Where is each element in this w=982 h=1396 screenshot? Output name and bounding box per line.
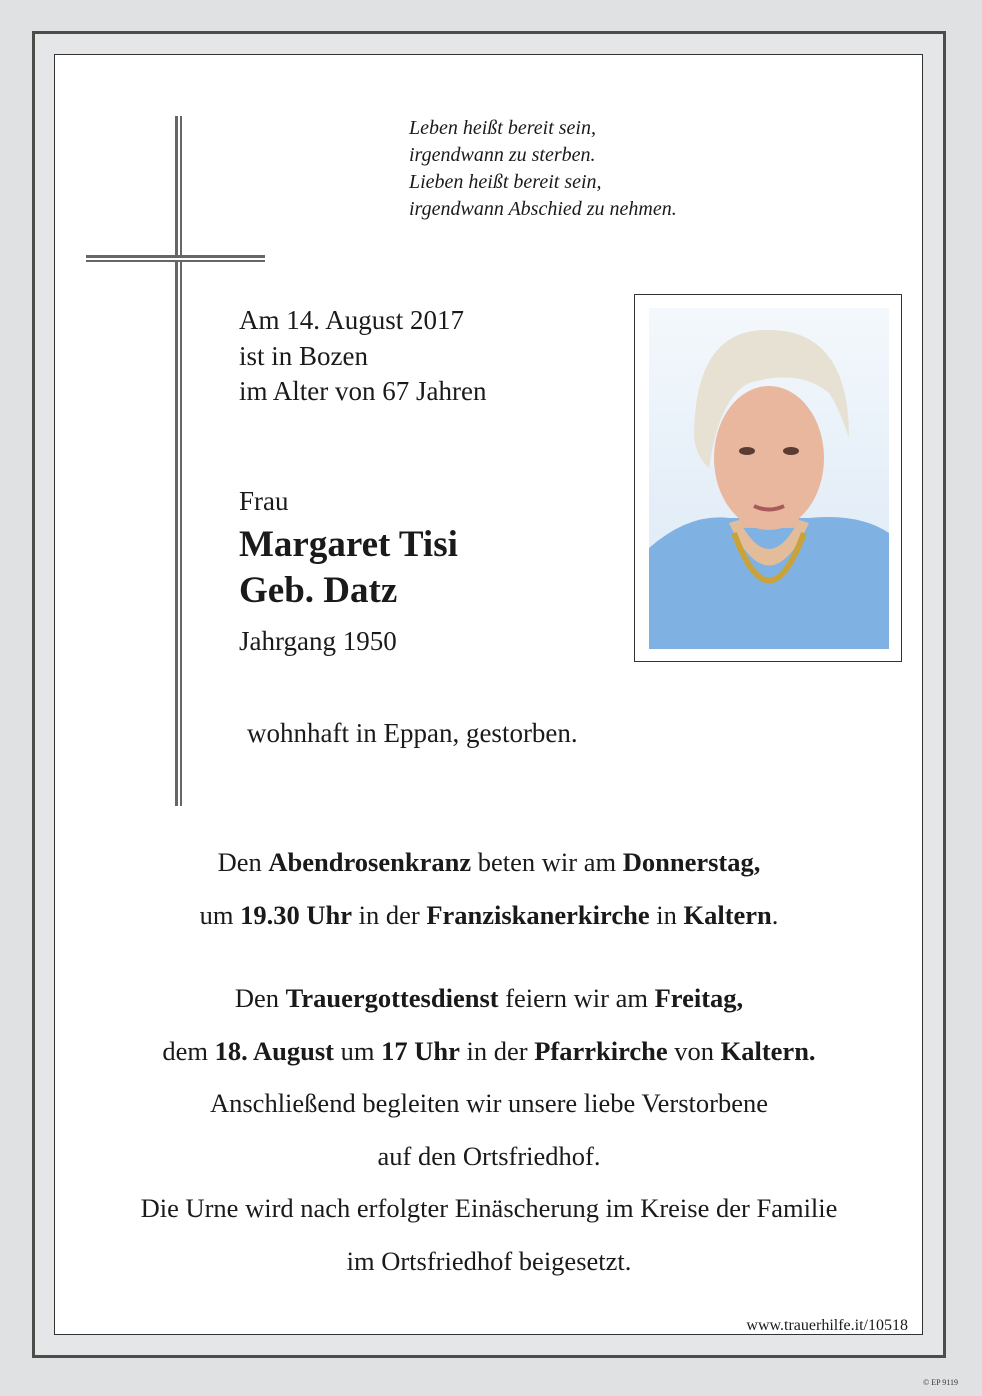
cross-icon <box>175 116 182 806</box>
closing-line: im Ortsfriedhof beigesetzt. <box>346 1245 632 1276</box>
honorific: Frau <box>239 486 289 516</box>
birth-year: Jahrgang 1950 <box>239 626 397 656</box>
poem-line: Lieben heißt bereit sein, <box>409 171 602 193</box>
residence: wohnhaft in Eppan, gestorben. <box>247 718 578 748</box>
portrait-photo <box>649 308 889 649</box>
website-link[interactable]: www.trauerhilfe.it/10518 <box>746 1317 908 1334</box>
closing-line: auf den Ortsfriedhof. <box>377 1140 601 1171</box>
portrait-frame <box>634 294 902 662</box>
intro-line: ist in Bozen <box>239 340 368 371</box>
intro-line: Am 14. August 2017 <box>239 305 465 335</box>
deceased-name <box>239 522 458 614</box>
funeral-notice: Den Trauergottesdienst feiern wir am Freitag, dem 18. August um 17 Uhr in der Pfarrkirche von Kaltern. Anschließend begleiten wir unsere liebe Verstorbene auf den Ortsfriedhof. Die Urne wird nach erfolgter Einäscherung im Kreise der Familie im Ortsfriedhof beigesetzt. <box>56 972 922 1287</box>
poem-line: irgendwann Abschied zu nehmen. <box>409 198 677 220</box>
intro-line: im Alter von 67 Jahren <box>239 376 487 406</box>
cross-bar <box>86 255 265 262</box>
closing-line: Die Urne wird nach erfolgter Einäscherung im Kreise der Familie <box>140 1193 838 1223</box>
copyright: © EP 9119 <box>923 1378 958 1387</box>
intro <box>239 303 486 410</box>
poem <box>409 115 677 223</box>
name: Margaret Tisi <box>239 524 458 565</box>
closing-line: Anschließend begleiten wir unsere liebe Verstorbene <box>209 1088 769 1118</box>
birth-name: Geb. Datz <box>239 570 398 611</box>
poem-line: Leben heißt bereit sein, <box>409 117 596 139</box>
poem-line: irgendwann zu sterben. <box>409 144 596 166</box>
rosary-notice: Den Abendrosenkranz beten wir am Donnerstag, um 19.30 Uhr in der Franziskanerkirche in Kaltern. <box>199 847 779 930</box>
